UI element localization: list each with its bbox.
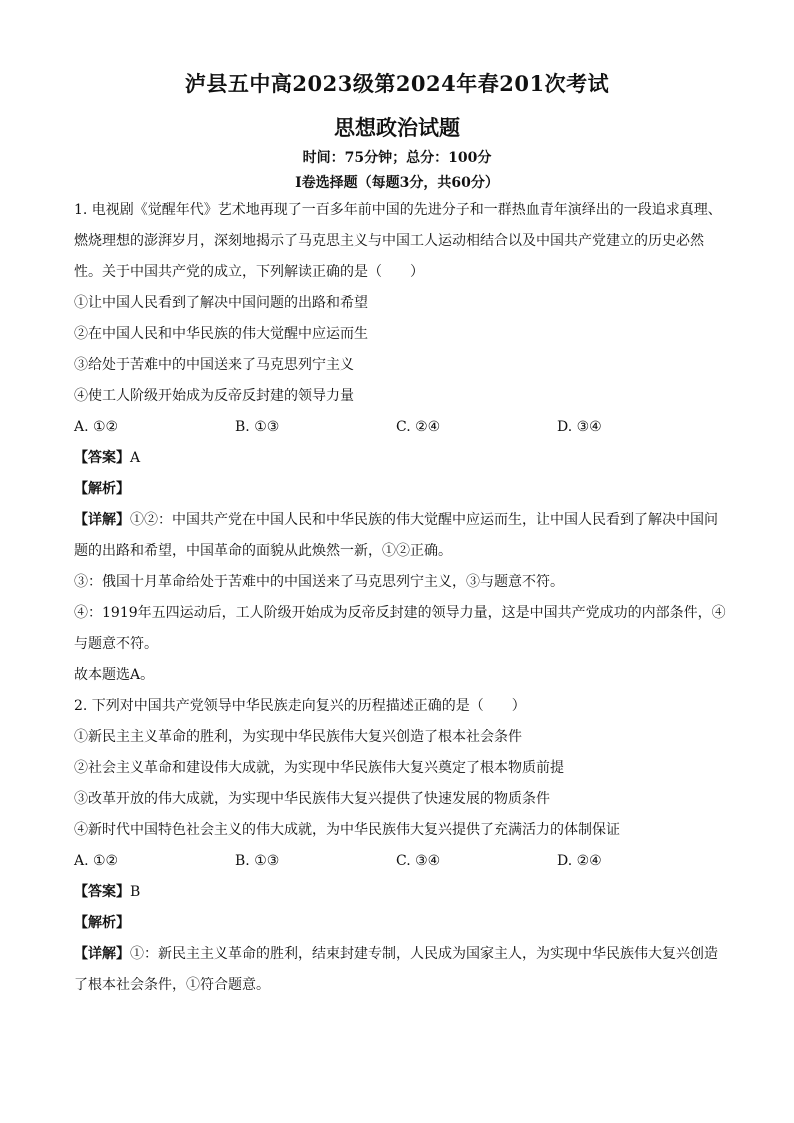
detail-line: 【详解】①②：中国共产党在中国人民和中华民族的伟大觉醒中应运而生，让中国人民看到了解决中国问 [74, 512, 718, 528]
detail-line: 故本题选A。 [74, 667, 155, 683]
statement: ④新时代中国特色社会主义的伟大成就，为中华民族伟大复兴提供了充满活力的体制保证 [74, 822, 620, 838]
detail-label: 【详解】 [74, 512, 130, 528]
option-a: A. ①② [74, 419, 119, 435]
question-stem-line: 性。关于中国共产党的成立，下列解读正确的是（ ） [74, 264, 424, 280]
detail-label: 【详解】 [74, 946, 130, 962]
statement: ④使工人阶级开始成为反帝反封建的领导力量 [74, 388, 354, 404]
detail-line: 了根本社会条件，①符合题意。 [74, 977, 270, 993]
detail-line: ③：俄国十月革命给处于苦难中的中国送来了马克思列宁主义，③与题意不符。 [74, 574, 564, 590]
answer-label: 【答案】 [74, 884, 130, 900]
answer-value: A [130, 450, 141, 466]
analysis-label: 【解析】 [74, 915, 130, 931]
statement: ③改革开放的伟大成就，为实现中华民族伟大复兴提供了快速发展的物质条件 [74, 791, 550, 807]
question-stem-line: 燃烧理想的澎湃岁月，深刻地揭示了马克思主义与中国工人运动相结合以及中国共产党建立的历史必然 [74, 233, 704, 249]
question-stem-line: 1. 电视剧《觉醒年代》艺术地再现了一百多年前中国的先进分子和一群热血青年演绎出的一段追求真理、 [74, 202, 722, 218]
answer-value: B [130, 884, 141, 900]
question-2 [74, 691, 724, 1001]
answer-options [74, 412, 724, 443]
section-heading: I卷选择题（每题3分，共60分） [295, 175, 499, 191]
detail-line: 与题意不符。 [74, 636, 158, 652]
question-1 [74, 195, 724, 691]
statement: ③给处于苦难中的中国送来了马克思列宁主义 [74, 357, 354, 373]
questions [74, 195, 724, 1001]
statement: ①新民主主义革命的胜利，为实现中华民族伟大复兴创造了根本社会条件 [74, 729, 522, 745]
statement: ②在中国人民和中华民族的伟大觉醒中应运而生 [74, 326, 368, 342]
question-stem-line: 2. 下列对中国共产党领导中华民族走向复兴的历程描述正确的是（ ） [74, 698, 526, 714]
answer-label: 【答案】 [74, 450, 130, 466]
detail-line: 题的出路和希望，中国革命的面貌从此焕然一新，①②正确。 [74, 543, 452, 559]
time-info: 时间：75分钟；总分：100分 [302, 150, 492, 166]
option-b: B. ①③ [235, 419, 280, 435]
answer-line [74, 443, 724, 474]
detail-line: 【详解】①：新民主主义革命的胜利，结束封建专制，人民成为国家主人，为实现中华民族伟大复兴创造 [74, 946, 718, 962]
statement: ②社会主义革命和建设伟大成就，为实现中华民族伟大复兴奠定了根本物质前提 [74, 760, 564, 776]
option-b: B. ①③ [235, 853, 280, 869]
option-c: C. ③④ [396, 853, 441, 869]
subject-title: 思想政治试题 [334, 115, 460, 140]
detail-line: ④：1919年五四运动后，工人阶级开始成为反帝反封建的领导力量，这是中国共产党成功的内部条件，④ [74, 605, 726, 621]
option-a: A. ①② [74, 853, 119, 869]
analysis-label: 【解析】 [74, 481, 130, 497]
option-d: D. ②④ [557, 853, 602, 869]
option-d: D. ③④ [557, 419, 602, 435]
exam-title: 泸县五中高2023级第2024年春201次考试 [184, 71, 610, 96]
answer-line [74, 877, 724, 908]
option-c: C. ②④ [396, 419, 441, 435]
statement: ①让中国人民看到了解决中国问题的出路和希望 [74, 295, 368, 311]
answer-options [74, 846, 724, 877]
